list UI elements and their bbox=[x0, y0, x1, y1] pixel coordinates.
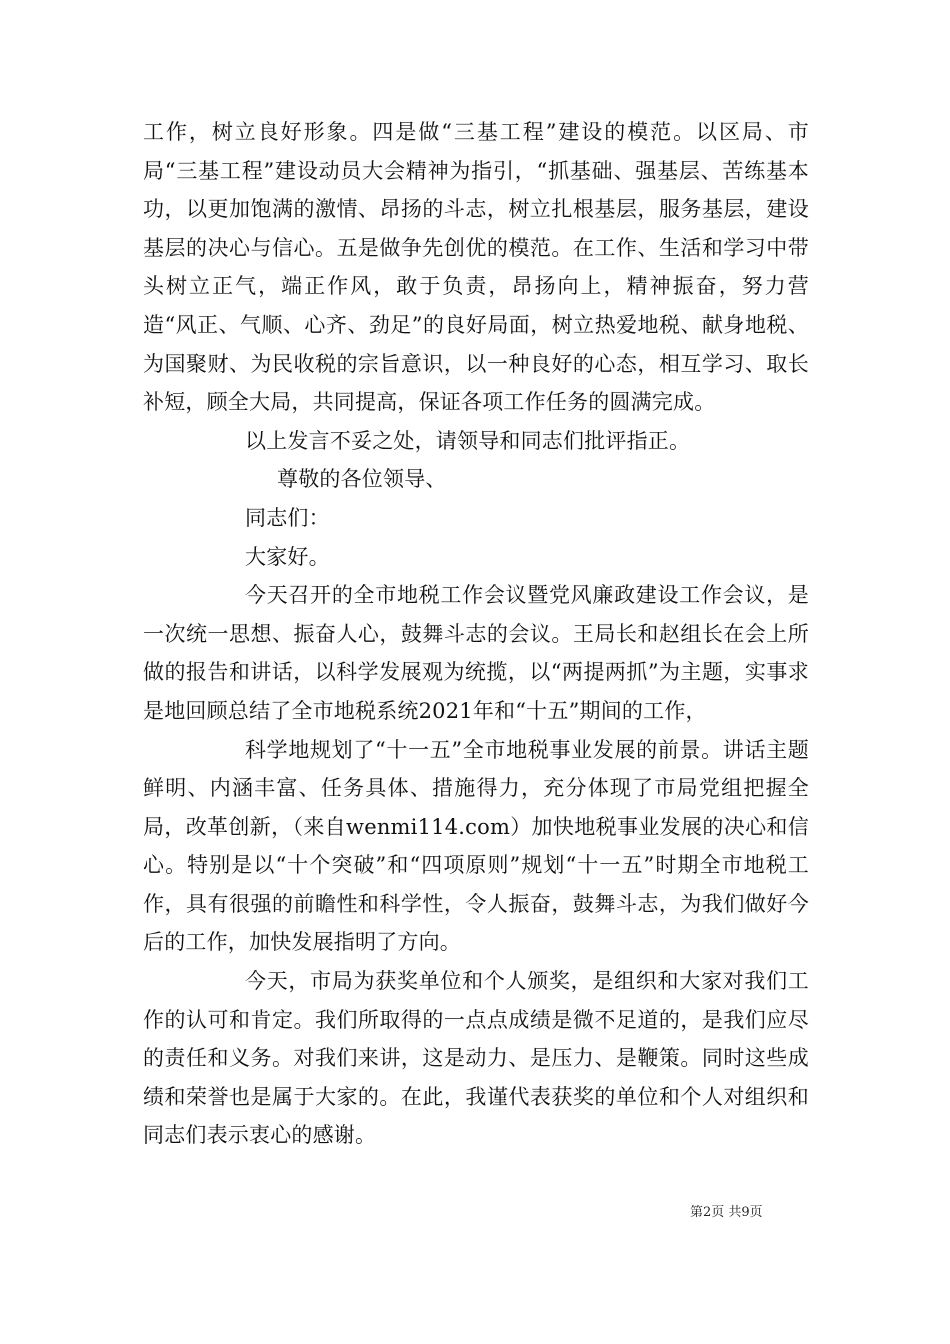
paragraph-planning: 科学地规划了“十一五”全市地税事业发展的前景。讲话主题鲜明、内涵丰富、任务具体、措施得力，充分体现了市局党组把握全局，改革创新，（来自wenmi114.com）加快地税事业发展的决心和信心。特别是以“十个突破”和“四项原则”规划“十一五”时期全市地税工作，具有很强的前瞻性和科学性，令人振奋，鼓舞斗志，为我们做好今后的工作，加快发展指明了方向。 bbox=[143, 737, 809, 955]
page-number-footer: 第2页 共9页 bbox=[690, 1205, 763, 1220]
document-body bbox=[143, 113, 809, 1155]
salutation-addressee: 同志们： bbox=[245, 505, 330, 530]
paragraph-thanks: 今天，市局为获奖单位和个人颁奖，是组织和大家对我们工作的认可和肯定。我们所取得的一点点成绩是微不足道的，是我们应尽的责任和义务。对我们来讲，这是动力、是压力、是鞭策。同时这些成绩和荣誉也是属于大家的。在此，我谨代表获奖的单位和个人对组织和同志们表示衷心的感谢。 bbox=[143, 969, 809, 1148]
paragraph-closing-remark: 以上发言不妥之处，请领导和同志们批评指正。 bbox=[245, 428, 691, 453]
paragraph-meeting-intro: 今天召开的全市地税工作会议暨党风廉政建设工作会议，是一次统一思想、振奋人心，鼓舞斗志的会议。王局长和赵组长在会上所做的报告和讲话，以科学发展观为统揽，以“两提两抓”为主题，实事求是地回顾总结了全市地税系统2021年和“十五”期间的工作， bbox=[143, 583, 809, 723]
salutation-line: 尊敬的各位领导、 bbox=[277, 467, 447, 492]
paragraph-continuation: 工作，树立良好形象。四是做“三基工程”建设的模范。以区局、市局“三基工程”建设动员大会精神为指引，“抓基础、强基层、苦练基本功，以更加饱满的激情、昂扬的斗志，树立扎根基层，服务基层，建设基层的决心与信心。五是做争先创优的模范。在工作、生活和学习中带头树立正气，端正作风，敢于负责，昂扬向上，精神振奋，努力营造“风正、气顺、心齐、劲足”的良好局面，树立热爱地税、献身地税、为国聚财、为民收税的宗旨意识，以一种良好的心态，相互学习、取长补短，顾全大局，共同提高，保证各项工作任务的圆满完成。 bbox=[143, 120, 809, 415]
greeting-line: 大家好。 bbox=[245, 544, 330, 569]
